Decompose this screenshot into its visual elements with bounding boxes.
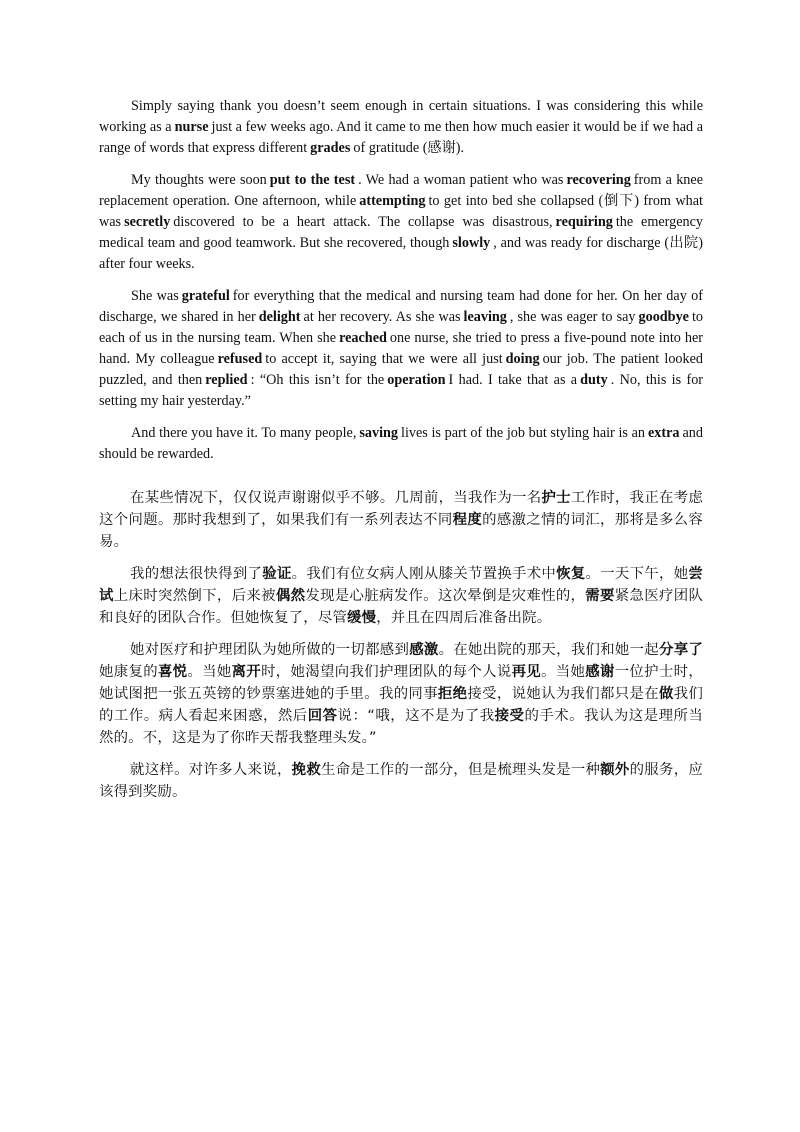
keyword: 再见 (511, 664, 542, 680)
keyword: doing (505, 351, 540, 367)
keyword: slowly (452, 235, 491, 251)
text-span: 在某些情况下，仅仅说声谢谢似乎不够。几周前，当我作为一名 (130, 490, 542, 506)
english-paragraph-2 (99, 170, 703, 275)
text-span: 工作时，我正在考虑这个问题。那时我想到了，如果我们有一系列表达不同 (99, 490, 703, 528)
text-span: : “Oh this isn’t for the (250, 372, 385, 388)
text-span: 上床时突然倒下，后来被 (113, 588, 276, 604)
keyword: extra (647, 425, 680, 441)
keyword: recovering (566, 172, 631, 188)
text-span: 一位护士时，她试图把一张五英镑的钞票塞进她的手里。我的同事 (99, 664, 703, 702)
keyword: put to the test (269, 172, 356, 188)
text-span: , she was eager to say (509, 309, 636, 325)
text-span: ，并且在四周后准备出院。 (376, 610, 552, 626)
text-span: 接受，说她认为我们都只是在 (467, 686, 659, 702)
keyword: 程度 (452, 512, 483, 528)
text-span: at her recovery. As she was (303, 309, 461, 325)
text-span: our job. The patient looked puzzled, and then (99, 351, 703, 388)
text-span: lives is part of the job but styling hair is an (401, 425, 645, 441)
text-span: 生命是工作的一部分，但是梳理头发是一种 (321, 762, 601, 778)
text-span: . No, this is for setting my hair yesterday.” (99, 372, 704, 409)
text-span: the emergency medical team and good teamwork. But she recovered, though (99, 214, 703, 251)
document-page (99, 96, 703, 813)
keyword: attempting (359, 193, 426, 209)
text-span: 紧急医疗团队和良好的团队合作。但她恢复了，尽管 (99, 588, 704, 626)
chinese-paragraph-4 (99, 759, 703, 803)
text-span: 。我们有位女病人刚从膝关节置换手术中 (291, 566, 557, 582)
keyword: 护士 (541, 490, 571, 506)
text-span: to get into bed she collapsed (倒下) from what was (99, 193, 703, 230)
keyword: 挽救 (291, 762, 322, 778)
text-span: . We had a woman patient who was (358, 172, 564, 188)
text-span: 。当她 (541, 664, 586, 680)
keyword: reached (339, 330, 387, 346)
text-span: 说：“哦，这不是为了我 (337, 708, 495, 724)
text-span: of gratitude (感谢). (353, 140, 465, 156)
keyword: leaving (463, 309, 507, 325)
text-span: 。当她 (187, 664, 232, 680)
keyword: nurse (174, 119, 209, 135)
chinese-paragraph-1 (99, 487, 703, 553)
text-span: to accept it, saying that we were all just (265, 351, 503, 367)
english-passage (99, 96, 703, 465)
text-span: My thoughts were soon (131, 172, 267, 188)
text-span: 就这样。对许多人来说， (130, 762, 292, 778)
chinese-paragraph-3 (99, 639, 703, 749)
keyword: delight (258, 309, 301, 325)
english-paragraph-4 (99, 423, 703, 465)
text-span: 的手术。我认为这是理所当然的。不，这是为了你昨天帮我整理头发。” (99, 708, 704, 746)
keyword: 尝试 (99, 566, 703, 604)
text-span: 我的想法很快得到了 (130, 566, 263, 582)
keyword: goodbye (638, 309, 689, 325)
keyword: 额外 (600, 762, 630, 778)
keyword: requiring (555, 214, 613, 230)
keyword: 感谢 (585, 664, 615, 680)
text-span: 。在她出院的那天，我们和她一起 (438, 642, 659, 658)
text-span: 的感激之情的词汇，那将是多么容易。 (99, 512, 703, 550)
keyword: grateful (181, 288, 230, 304)
text-span: and should be rewarded. (99, 425, 703, 462)
text-span: from a knee replacement operation. One afternoon, while (99, 172, 703, 209)
keyword: grades (310, 140, 351, 156)
text-span: 我们的工作。病人看起来困惑，然后 (99, 686, 704, 724)
keyword: secretly (124, 214, 171, 230)
keyword: 偶然 (275, 588, 306, 604)
text-span: 。一天下午，她 (585, 566, 689, 582)
keyword: operation (387, 372, 446, 388)
chinese-passage (99, 487, 703, 803)
text-span: just a few weeks ago. And it came to me then how much easier it would be if we had a range of words that express different (99, 119, 704, 156)
keyword: duty (580, 372, 608, 388)
keyword: 喜悦 (157, 664, 188, 680)
keyword: refused (217, 351, 263, 367)
keyword: 离开 (231, 664, 262, 680)
keyword: 做 (658, 686, 674, 702)
keyword: saving (359, 425, 399, 441)
text-span: And there you have it. To many people, (131, 425, 357, 441)
text-span: one nurse, she tried to press a five-pound note into her hand. My colleague (99, 330, 704, 367)
text-span: 的服务，应该得到奖励。 (99, 762, 703, 800)
text-span: 时，她渴望向我们护理团队的每个人说 (261, 664, 512, 680)
keyword: 需要 (585, 588, 615, 604)
keyword: 验证 (262, 566, 292, 582)
keyword: 恢复 (556, 566, 586, 582)
keyword: 拒绝 (437, 686, 468, 702)
keyword: 接受 (494, 708, 525, 724)
english-paragraph-1 (99, 96, 703, 159)
text-span: I had. I take that as a (448, 372, 578, 388)
keyword: 分享了 (659, 642, 703, 658)
keyword: 回答 (307, 708, 338, 724)
text-span: for everything that the medical and nursing team had done for her. On her day of discharge, we shared in her (99, 288, 703, 325)
keyword: 缓慢 (347, 610, 377, 626)
text-span: , and was ready for discharge (出院) after four weeks. (99, 235, 703, 272)
text-span: She was (131, 288, 179, 304)
text-span: discovered to be a heart attack. The collapse was disastrous, (173, 214, 553, 230)
chinese-paragraph-2 (99, 563, 703, 629)
english-paragraph-3 (99, 286, 703, 412)
text-span: 她康复的 (99, 664, 158, 680)
text-span: Simply saying thank you doesn’t seem enough in certain situations. I was considering this while working as a (99, 98, 703, 135)
keyword: replied (205, 372, 248, 388)
text-span: 发现是心脏病发作。这次晕倒是灾难性的， (305, 588, 586, 604)
text-span: to each of us in the nursing team. When she (99, 309, 704, 346)
keyword: 感激 (409, 642, 439, 658)
text-span: 她对医疗和护理团队为她所做的一切都感到 (130, 642, 410, 658)
